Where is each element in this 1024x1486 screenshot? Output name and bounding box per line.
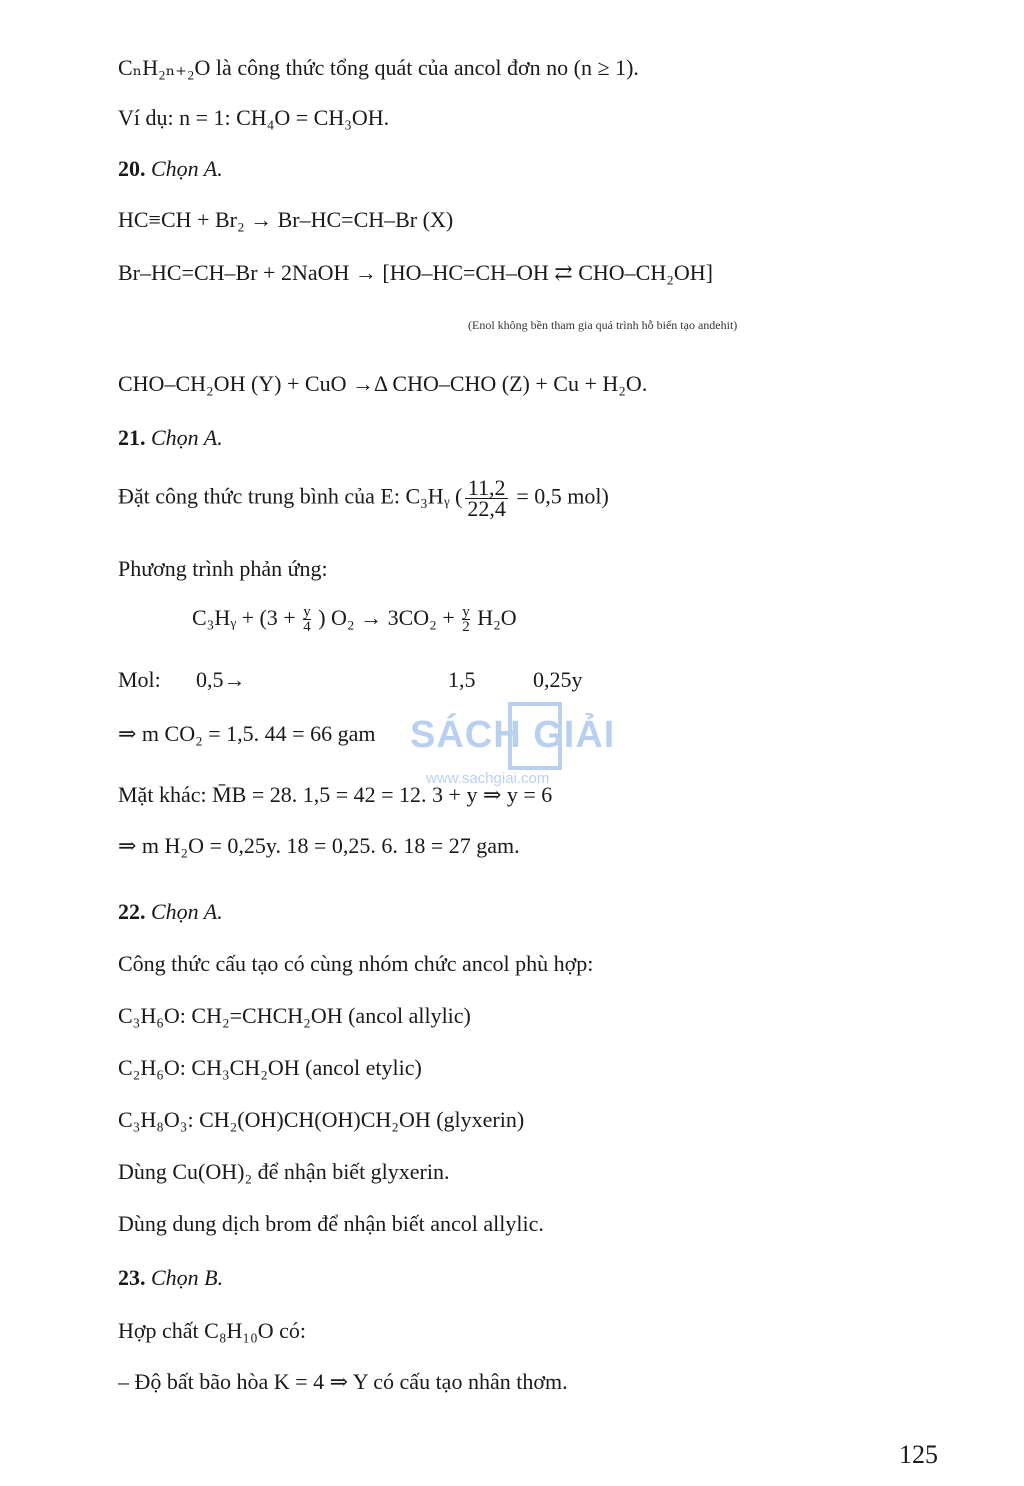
watermark-url: www.sachgiai.com [426,770,550,787]
text-line: Phương trình phản ứng: [118,556,328,581]
formula-prefix: Đặt công thức trung bình của E: C₃Hᵧ ( [118,483,463,509]
text-line: C₃H₈O₃: CH₂(OH)CH(OH)CH₂OH (glyxerin) [118,1107,525,1132]
reaction-part: H₂O [477,605,517,630]
text-line: Hợp chất C₈H₁₀O có: [118,1318,306,1343]
question-number: 21. [118,425,146,450]
answer-choice: Chọn A. [151,156,223,181]
mol-value: 1,5 [448,667,476,692]
text-line: Ví dụ: n = 1: CH₄O = CH₃OH. [118,105,390,130]
answer-heading-21 [118,424,223,452]
text-line: Mặt khác: M̄B = 28. 1,5 = 42 = 12. 3 + y ⇒ y = 6 [118,782,553,807]
reaction-part: C₃Hᵧ + (3 + [192,605,296,630]
text-line: Dùng Cu(OH)₂ để nhận biết glyxerin. [118,1159,450,1184]
formula-suffix: = 0,5 mol) [516,483,609,509]
reaction-part: ) O₂ → 3CO₂ + [318,605,455,630]
text-line: C₃H₆O: CH₂=CHCH₂OH (ancol allylic) [118,1003,471,1028]
text-line: ⇒ m H₂O = 0,25y. 18 = 0,25. 6. 18 = 27 gam. [118,833,520,858]
fraction [465,475,508,521]
answer-choice: Chọn A. [151,425,223,450]
answer-heading-22 [118,898,223,926]
text-line: Công thức cấu tạo có cùng nhóm chức ancol phù hợp: [118,951,594,976]
answer-heading-23 [118,1264,223,1292]
mol-label: Mol: [118,667,161,692]
text-line: C₂H₆O: CH₃CH₂OH (ancol etylic) [118,1055,422,1080]
fraction-denominator: 22,4 [467,496,506,521]
page-number: 125 [899,1440,938,1469]
footnote: (Enol không bền tham gia quá trình hỗ biến tạo andehit) [468,318,738,332]
answer-choice: Chọn B. [151,1265,224,1290]
fraction-numerator: y [462,604,470,621]
reaction-line: HC≡CH + Br₂ → Br–HC=CH–Br (X) [118,207,454,232]
answer-heading-20 [118,155,223,183]
text-line: – Độ bất bão hòa K = 4 ⇒ Y có cấu tạo nhân thơm. [118,1369,568,1394]
watermark-brand: SÁCH GIẢI [410,714,616,756]
text-line: ⇒ m CO₂ = 1,5. 44 = 66 gam [118,721,376,746]
fraction-denominator: 2 [462,619,470,636]
formula-line [118,475,609,521]
fraction [462,605,470,634]
fraction [303,605,311,634]
mol-value: 0,5→ [196,667,246,692]
question-number: 20. [118,156,146,181]
fraction-denominator: 4 [303,619,311,636]
question-number: 22. [118,899,146,924]
question-number: 23. [118,1265,146,1290]
mol-value: 0,25y [533,667,583,692]
reaction-line [192,604,517,634]
text-line: Dùng dung dịch brom để nhận biết ancol allylic. [118,1211,544,1236]
answer-choice: Chọn A. [151,899,223,924]
text-line: CₙH₂ₙ₊₂O là công thức tổng quát của ancol đơn no (n ≥ 1). [118,55,639,80]
reaction-line: CHO–CH₂OH (Y) + CuO →Δ CHO–CHO (Z) + Cu + H₂O. [118,371,648,396]
fraction-numerator: y [303,604,311,621]
reaction-line: Br–HC=CH–Br + 2NaOH → [HO–HC=CH–OH ⇄ CHO–CH₂OH] [118,260,713,285]
fraction-numerator: 11,2 [465,478,508,499]
